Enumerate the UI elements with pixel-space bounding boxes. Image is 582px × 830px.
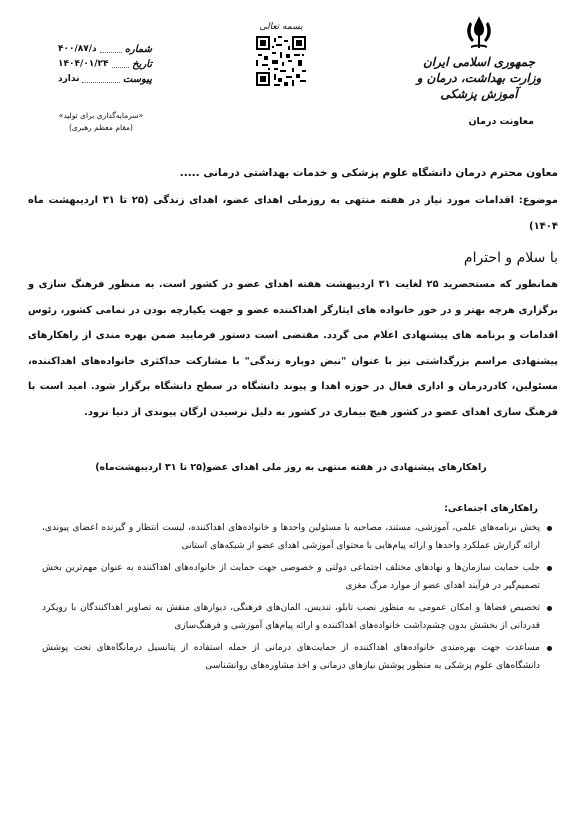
motto-line-2: (مقام معظم رهبری) xyxy=(69,123,133,132)
bullet-icon xyxy=(547,566,552,571)
meta-attachment-row xyxy=(58,72,152,87)
number-label: شماره xyxy=(124,44,152,55)
basmala: بسمه تعالی xyxy=(259,22,303,32)
addressee: معاون محترم درمان دانشگاه علوم پزشکی و خدمات بهداشتی درمانی ..... xyxy=(179,167,558,179)
attachment-value: ندارد xyxy=(58,74,80,84)
number-value: ۴۰۰/۸۷/د xyxy=(58,44,97,54)
strategies-title: راهکارهای پیشنهادی در هفته منتهی به روز ملی اهدای عضو(۲۵ تا ۳۱ اردیبهشت‌ماه) xyxy=(95,462,487,473)
date-value: ۱۴۰۴/۰۱/۲۴ xyxy=(58,59,109,69)
list-item: تخصیص فضاها و امکان عمومی به منظور نصب تابلو، تندیس، المان‌های فرهنگی، دیوارهای منقش به تصاویر اهداکنندگان با رویکرد قدردانی از بخشش بدون چشم‌داشت خانواده‌های اهداکننده و ارائه پیام‌های آموزشی و فرهنگ‌سازی xyxy=(42,600,540,635)
bullet-icon xyxy=(547,606,552,611)
subject-text: اقدامات مورد نیاز در هفته منتهی به روزملی اهدای عضو، اهدای زندگی (۲۵ تا ۳۱ اردیبهشت ماه ۱۴۰۴) xyxy=(28,195,558,232)
list-item: پخش برنامه‌های علمی، آموزشی، مستند، مصاحبه با مسئولین واحدها و خانواده‌های اهداکننده، لیست انتظار و گیرنده اعضای پیوندی، ارائه گزارش عملکرد واحدها و ارائه پیام‌هایی با محتوای آموزشی اهدای عضو از شبکه‌های استانی xyxy=(42,520,540,555)
basmala-block xyxy=(256,22,306,86)
bullet-icon xyxy=(547,646,552,651)
motto xyxy=(40,110,162,134)
social-strategies-heading: راهکارهای اجتماعی: xyxy=(444,503,538,514)
attachment-label: پیوست xyxy=(122,74,152,85)
ministry-line-2: وزارت بهداشت، درمان و آموزش پزشکی xyxy=(416,71,542,101)
deputy-title: معاونت درمان xyxy=(468,116,534,127)
motto-line-1: «سرمایه‌گذاری برای تولید» xyxy=(58,111,144,120)
letter-meta xyxy=(58,42,152,87)
strategy-list xyxy=(42,520,540,680)
date-label: تاریخ xyxy=(132,59,152,70)
bullet-icon xyxy=(547,526,552,531)
ministry-header xyxy=(414,14,544,102)
iran-emblem-icon xyxy=(462,14,496,52)
subject-line xyxy=(28,188,558,240)
meta-date-row xyxy=(58,57,152,72)
salutation: با سلام و احترام xyxy=(463,250,558,266)
meta-number-row xyxy=(58,42,152,57)
qr-code-icon xyxy=(256,36,306,86)
subject-label: موضوع: xyxy=(518,195,558,206)
ministry-line-1: جمهوری اسلامی ایران xyxy=(422,55,536,69)
list-item: مساعدت جهت بهره‌مندی خانواده‌های اهداکننده از حمایت‌های درمانی از جمله استفاده از پتانسیل درمانگاه‌های تحت پوشش دانشگاه‌های علوم پزشکی به منظور پوشش نیازهای درمانی و اخذ مشاوره‌های روانشناسی xyxy=(42,640,540,675)
body-paragraph: همانطور که مستحضرید ۲۵ لغایت ۳۱ اردیبهشت هفته اهدای عضو در کشور است. به منظور فرهنگ سازی و برگزاری هرچه بهتر و در خور خانواده های ایثارگر اهداکننده عضو و جهت یکپارچه بودن در تمامی کشور، رئوس اقدامات و برنامه های پیشنهادی اعلام می گردد. مقتضی است دستور فرمایید ضمن بهره مندی از راهکارهای پیشنهادی مراسم بزرگداشتی نیز با عنوان "نبض دوباره زندگی" با مشارکت حداکثری خانواده‌های اهداکننده، مسئولین، کادردرمان و اداری فعال در حوزه اهدا و پیوند دانشگاه در سطح دانشگاه برگزار شود. امید است با فرهنگ سازی اهدای عضو در کشور هیچ بیماری در کشور به دلیل نرسیدن ارگان پیوندی از دنیا نرود. xyxy=(28,279,558,418)
list-item: جلب حمایت سازمان‌ها و نهادهای مختلف اجتماعی دولتی و خصوصی جهت حمایت از خانواده‌های اهداکننده به عنوان مهم‌ترین بخش تصمیم‌گیر در فرآیند اهدای عضو از موارد مرگ مغزی xyxy=(42,560,540,595)
